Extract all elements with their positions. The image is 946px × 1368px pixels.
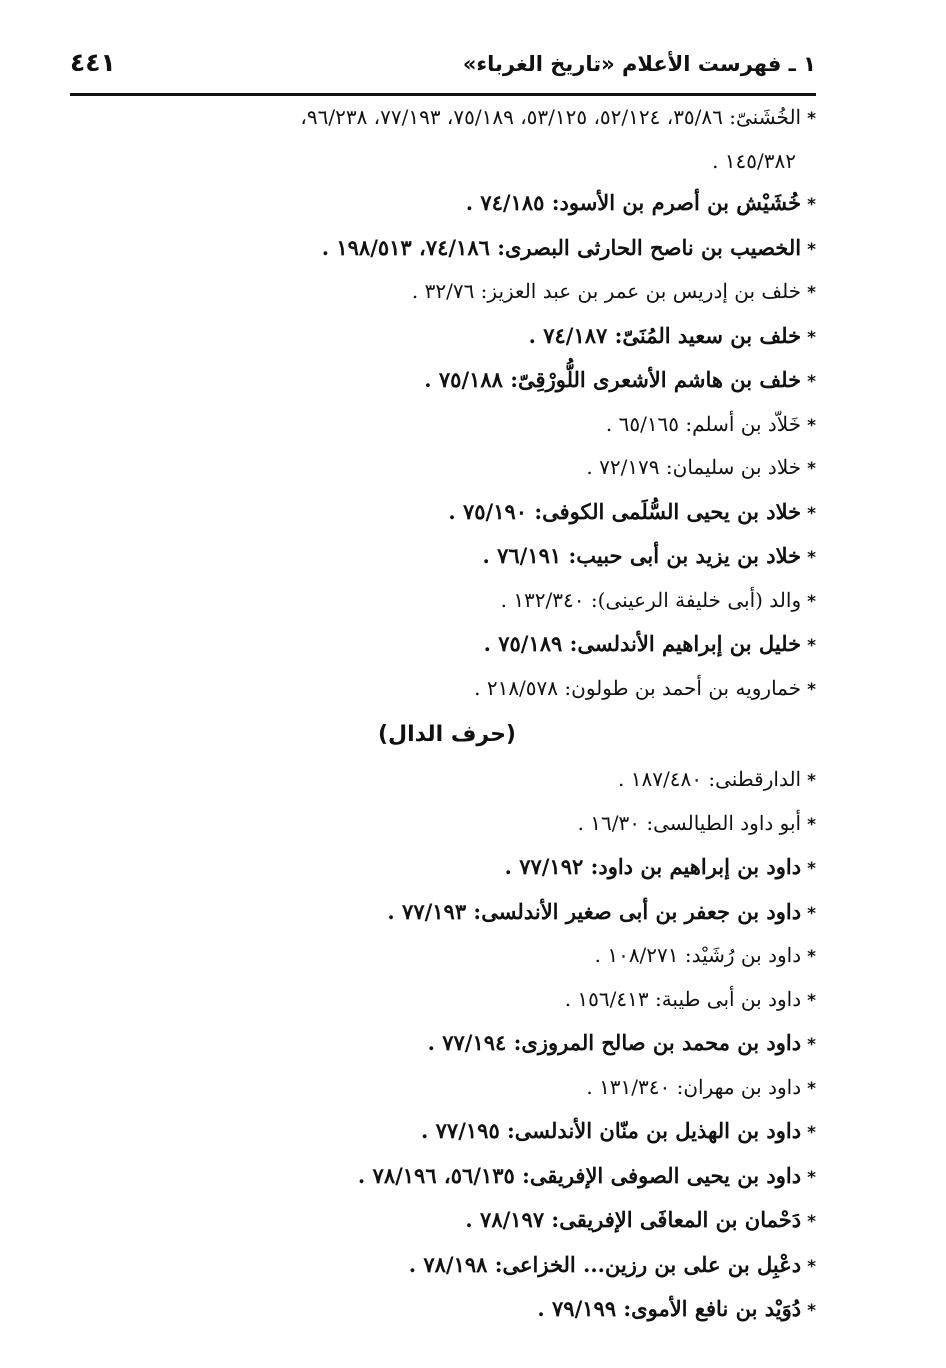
entry-bullet: *	[807, 814, 816, 835]
index-entry	[56, 935, 816, 979]
entry-bullet: *	[807, 771, 816, 791]
entry-bullet: *	[807, 1035, 816, 1055]
index-entry	[56, 271, 816, 315]
index-entry	[56, 668, 816, 712]
entry-text: خلف بن هاشم الأشعرى اللُّورْقِىّ: ٧٥/١٨٨ .	[424, 367, 802, 392]
index-entry	[56, 1110, 816, 1155]
index-entry	[56, 580, 816, 624]
running-title: ١ ـ فهرست الأعلام «تاريخ الغرباء»	[462, 52, 816, 76]
index-entry	[56, 1288, 816, 1333]
index-entry	[56, 182, 816, 227]
index-entry	[56, 535, 816, 580]
entry-bullet: *	[807, 372, 816, 392]
index-entry	[56, 1155, 816, 1200]
entry-bullet: *	[807, 327, 816, 348]
entry-text: الخصيب بن ناصح الحارثى البصرى: ٧٤/١٨٦، ١٩٨/٥١٣ .	[321, 234, 802, 260]
entry-text: خليل بن إبراهيم الأندلسى: ٧٥/١٨٩ .	[483, 631, 802, 656]
entry-text: داود بن رُشَيْد: ١٠٨/٢٧١ .	[594, 943, 802, 967]
entry-text: داود بن إبراهيم بن داود: ٧٧/١٩٢ .	[504, 854, 802, 879]
entry-text: خلف بن إدريس بن عمر بن عبد العزيز: ٣٢/٧٦ .	[411, 279, 802, 303]
entry-text: دَحْمان بن المعافَى الإفريقى: ٧٨/١٩٧ .	[465, 1207, 802, 1232]
index-entry	[56, 803, 816, 847]
page-header	[70, 40, 816, 92]
entry-text: خُشَيْش بن أصرم بن الأسود: ٧٤/١٨٥ .	[465, 190, 802, 215]
entry-bullet: *	[807, 503, 816, 524]
entry-text: داود بن الهذيل بن منّان الأندلسى: ٧٧/١٩٥ .	[421, 1118, 802, 1143]
entry-bullet: *	[807, 591, 816, 612]
index-entry	[56, 979, 816, 1023]
entry-bullet: *	[807, 1078, 816, 1099]
entry-text: داود بن أبى طيبة: ١٥٦/٤١٣ .	[564, 986, 802, 1011]
entry-bullet: *	[807, 548, 816, 568]
entry-bullet: *	[807, 195, 816, 215]
section-heading: (حرف الدال)	[377, 722, 516, 747]
entry-text: داود بن يحيى الصوفى الإفريقى: ٥٦/١٣٥، ٧٨/١٩٦ .	[357, 1162, 802, 1188]
index-entry	[56, 1244, 816, 1289]
entry-text: داود بن محمد بن صالح المروزى: ٧٧/١٩٤ .	[427, 1030, 802, 1055]
entry-bullet: *	[807, 903, 816, 924]
entry-text: الدارقطنى: ١٨٧/٤٨٠ .	[618, 767, 802, 791]
entry-bullet: *	[807, 415, 816, 436]
index-entry	[56, 1067, 816, 1111]
index-entry	[56, 1022, 816, 1067]
index-entry	[56, 227, 816, 272]
entry-text: خلاد بن سليمان: ٧٢/١٧٩ .	[586, 455, 802, 479]
entries-group-dal	[56, 759, 816, 1333]
entry-text: داود بن مهران: ١٣١/٣٤٠ .	[586, 1074, 802, 1099]
entry-bullet: *	[807, 1256, 816, 1277]
entry-text: خَلاّد بن أسلم: ٦٥/١٦٥ .	[605, 411, 802, 436]
index-entry	[56, 447, 816, 491]
index-entries	[56, 97, 816, 1333]
index-entry	[56, 315, 816, 360]
entry-bullet: *	[807, 1301, 816, 1321]
index-entry	[56, 846, 816, 891]
entry-text: خمارويه بن أحمد بن طولون: ٢١٨/٥٧٨ .	[474, 675, 802, 700]
entry-text: دُوَيْد بن نافع الأموى: ٧٩/١٩٩ .	[537, 1296, 802, 1321]
entry-text: داود بن جعفر بن أبى صغير الأندلسى: ٧٧/١٩٣ .	[387, 898, 802, 924]
index-entry	[56, 1199, 816, 1244]
entry-text: أبو داود الطيالسى: ١٦/٣٠ .	[577, 810, 802, 835]
entry-bullet: *	[807, 990, 816, 1011]
entry-text: والد (أبى خليفة الرعينى): ١٣٢/٣٤٠ .	[500, 587, 802, 612]
entry-bullet: *	[807, 1123, 816, 1143]
entry-continuation: ١٤٥/٣٨٢ .	[712, 148, 796, 173]
page-number: ٤٤١	[70, 48, 116, 77]
entry-bullet: *	[807, 636, 816, 656]
index-entry	[56, 97, 816, 182]
entry-text: دعْبِل بن على بن رزين... الخزاعى: ٧٨/١٩٨ .	[408, 1251, 802, 1277]
entry-bullet: *	[807, 109, 816, 129]
entry-bullet: *	[807, 1212, 816, 1232]
entry-text: خلاد بن يزيد بن أبى حبيب: ٧٦/١٩١ .	[482, 543, 802, 568]
entry-text: خلاد بن يحيى السُّلَمى الكوفى: ٧٥/١٩٠ .	[448, 498, 802, 524]
entry-bullet: *	[807, 239, 816, 260]
entries-group-kha	[56, 97, 816, 711]
entry-bullet: *	[807, 283, 816, 303]
header-rule	[70, 93, 816, 96]
index-entry	[56, 623, 816, 668]
entry-bullet: *	[807, 679, 816, 700]
index-entry	[56, 491, 816, 536]
entry-bullet: *	[807, 459, 816, 479]
index-entry	[56, 759, 816, 803]
entry-bullet: *	[807, 859, 816, 879]
index-entry	[56, 404, 816, 448]
index-entry	[56, 891, 816, 936]
entry-bullet: *	[807, 947, 816, 967]
entry-text: الخُشَنىّ: ٣٥/٨٦، ٥٢/١٢٤، ٥٣/١٢٥، ٧٥/١٨٩، ٧٧/١٩٣، ٩٦/٢٣٨،	[300, 105, 802, 129]
entry-bullet: *	[807, 1167, 816, 1188]
entry-text: خلف بن سعيد المُنَىّ: ٧٤/١٨٧ .	[528, 322, 802, 348]
index-entry	[56, 359, 816, 404]
